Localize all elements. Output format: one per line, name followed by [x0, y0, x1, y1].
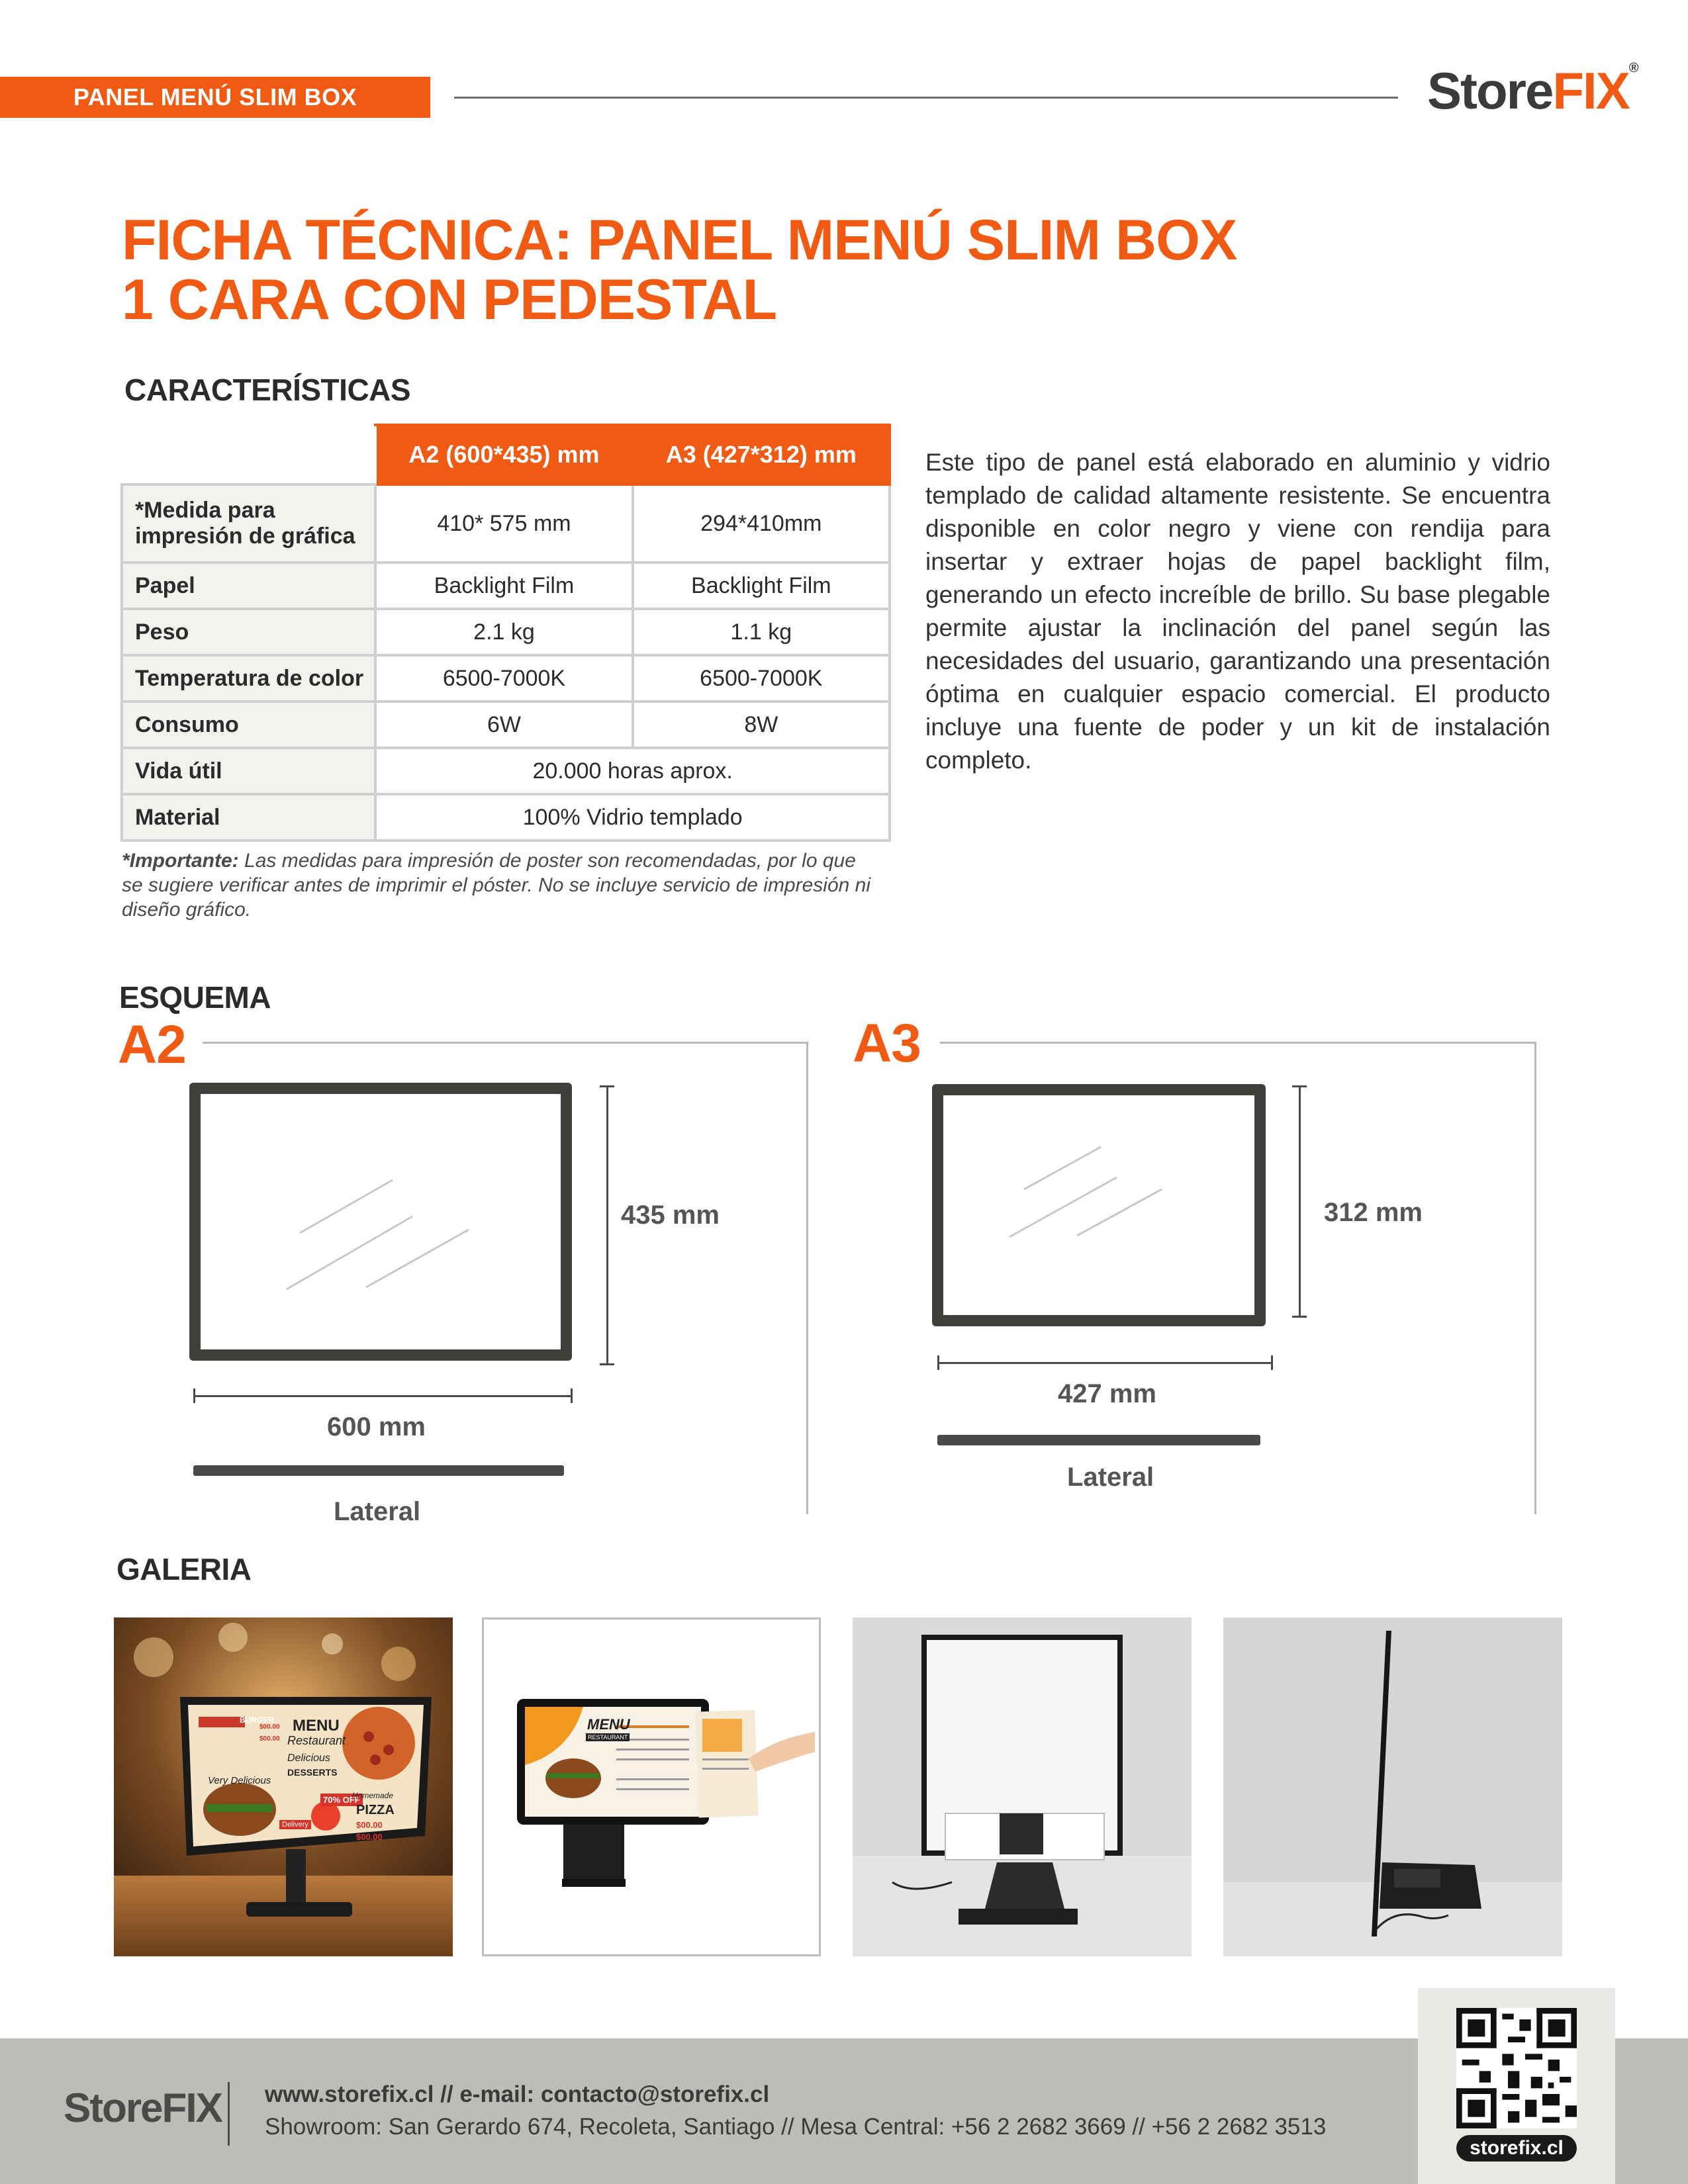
schema-a2-rule-vertical [806, 1042, 808, 1514]
menu-delivery-text: Delivery [279, 1820, 311, 1829]
note-bold: *Importante: [122, 850, 239, 872]
schema-a3-rule [940, 1042, 1536, 1044]
a2-width-tick-right [571, 1388, 573, 1403]
table-row [122, 748, 890, 794]
qr-label[interactable]: storefix.cl [1456, 2135, 1577, 2161]
a2-lateral-bar [193, 1465, 564, 1476]
gallery-image-back [853, 1617, 1192, 1956]
row-label: Temperatura de color [122, 655, 375, 702]
row-label: Consumo [122, 702, 375, 748]
a3-height-line [1299, 1085, 1301, 1317]
a3-width-label: 427 mm [1058, 1379, 1156, 1408]
column-a2: A2 (600*435) mm [375, 425, 632, 484]
panel-insert-photo-icon [484, 1619, 819, 1954]
menu-price-1: $00.00 [259, 1723, 280, 1731]
footer-divider [228, 2082, 230, 2146]
gallery-heading: GALERIA [117, 1552, 252, 1586]
schema-a3-rule-vertical [1534, 1042, 1536, 1514]
menu-desserts-text: DESSERTS [287, 1767, 338, 1778]
header-tag: PANEL MENÚ SLIM BOX [0, 77, 430, 118]
row-label: Vida útil [122, 748, 375, 794]
footer-logo [64, 2085, 222, 2132]
gallery-image-insert [482, 1617, 821, 1956]
a2-width-label: 600 mm [327, 1412, 426, 1441]
cell-a3: 1.1 kg [633, 609, 890, 655]
logo-registered: ® [1628, 61, 1639, 75]
menu-price-2: $00.00 [259, 1735, 280, 1743]
footer-address: Showroom: San Gerardo 674, Recoleta, Santiago // Mesa Central: +56 2 2682 3669 // +56 2 2682 3513 [265, 2114, 1327, 2140]
restaurant-photo-icon [114, 1617, 453, 1956]
table-row [122, 609, 890, 655]
a3-width-tick-left [937, 1355, 939, 1370]
menu-delicious-text: Delicious [287, 1752, 330, 1764]
important-note [122, 848, 876, 922]
glass-reflection-icon [943, 1095, 1254, 1315]
panel-side-photo-icon [1223, 1617, 1562, 1956]
menu-title-text: MENU [293, 1717, 340, 1735]
menu-burger-text: BURGER [240, 1715, 275, 1725]
features-heading: CARACTERÍSTICAS [124, 373, 411, 407]
qr-code-icon[interactable] [1456, 2008, 1577, 2128]
schema-a2-label: A2 [118, 1015, 186, 1075]
a2-height-tick-bottom [600, 1363, 614, 1365]
cell-merged: 100% Vidrio templado [375, 794, 890, 841]
gallery-image-restaurant [114, 1617, 453, 1956]
a3-width-tick-right [1271, 1355, 1273, 1370]
menu-price-3: $00.00 [356, 1820, 383, 1830]
schema-heading: ESQUEMA [119, 980, 271, 1015]
table-row [122, 484, 890, 563]
a3-lateral-bar [937, 1435, 1260, 1445]
cell-a2: 410* 575 mm [375, 484, 632, 563]
row-label: *Medida para impresión de gráfica [122, 484, 375, 563]
cell-a3: 8W [633, 702, 890, 748]
column-a3: A3 (427*312) mm [633, 425, 890, 484]
qr-box [1418, 1988, 1615, 2184]
footer-logo-store: Store [64, 2085, 162, 2131]
a3-height-label: 312 mm [1324, 1198, 1423, 1227]
cell-a2: 2.1 kg [375, 609, 632, 655]
title-line-1: FICHA TÉCNICA: PANEL MENÚ SLIM BOX [122, 208, 1237, 272]
insert-menu-title: MENU [587, 1716, 630, 1733]
logo-store-text: Store [1427, 62, 1553, 120]
a2-height-label: 435 mm [621, 1201, 720, 1230]
logo-fix-text: FIX [1552, 62, 1629, 120]
table-row [122, 702, 890, 748]
table-row [122, 655, 890, 702]
panel-back-photo-icon [853, 1617, 1192, 1956]
note-text: Las medidas para impresión de poster son recomendadas, por lo que se sugiere verificar antes de imprimir el póster. No se incluye servicio de impresión ni diseño gráfico. [122, 850, 871, 921]
gallery-image-side [1223, 1617, 1562, 1956]
a3-panel-frame [932, 1084, 1266, 1326]
a2-lateral-label: Lateral [334, 1497, 421, 1526]
menu-restaurant-text: Restaurant [287, 1734, 346, 1747]
a2-width-line [193, 1395, 572, 1397]
table-row [122, 794, 890, 841]
cell-merged: 20.000 horas aprox. [375, 748, 890, 794]
row-label: Peso [122, 609, 375, 655]
title-line-2: 1 CARA CON PEDESTAL [122, 268, 777, 332]
row-label: Material [122, 794, 375, 841]
a3-lateral-label: Lateral [1067, 1463, 1154, 1492]
footer-links[interactable]: www.storefix.cl // e-mail: contacto@storefix.cl [265, 2081, 770, 2107]
menu-price-4: $00.00 [356, 1832, 383, 1842]
product-description: Este tipo de panel está elaborado en aluminio y vidrio templado de calidad altamente resistente. Se encuentra disponible en color negro y viene con rendija para insertar y extraer hojas de papel backlight film, generando un efecto increíble de brillo. Su base plegable permite ajustar la inclinación del panel según las necesidades del usuario, garantizando una presentación óptima en cualquier espacio comercial. El producto incluye una fuente de poder y un kit de instalación completo. [925, 449, 1550, 774]
a3-width-line [937, 1362, 1272, 1364]
a2-panel-frame [189, 1083, 572, 1361]
cell-a2: 6500-7000K [375, 655, 632, 702]
cell-a3: 294*410mm [633, 484, 890, 563]
row-label: Papel [122, 563, 375, 609]
schema-a2-rule [203, 1042, 808, 1044]
table-row [122, 563, 890, 609]
a2-height-tick-top [600, 1085, 614, 1087]
a2-height-line [606, 1085, 608, 1365]
cell-a3: 6500-7000K [633, 655, 890, 702]
page-title [122, 210, 1380, 330]
a3-height-tick-bottom [1292, 1316, 1307, 1318]
schema-a3-label: A3 [853, 1013, 921, 1073]
cell-a2: Backlight Film [375, 563, 632, 609]
storefix-logo [1427, 61, 1638, 121]
a3-height-tick-top [1292, 1085, 1307, 1087]
a2-width-tick-left [193, 1388, 195, 1403]
glass-reflection-icon [201, 1094, 561, 1349]
insert-menu-sub: RESTAURANT [586, 1733, 630, 1741]
menu-off-badge: 70% OFF [320, 1794, 363, 1806]
table-corner [122, 425, 375, 484]
menu-pizza-text: PIZZA [356, 1803, 395, 1817]
features-table [120, 424, 891, 842]
footer-logo-fix: FIX [162, 2085, 222, 2131]
menu-very-delicious-text: Very Delicious [208, 1775, 271, 1786]
cell-a2: 6W [375, 702, 632, 748]
cell-a3: Backlight Film [633, 563, 890, 609]
header-rule [454, 97, 1398, 99]
menu-homemade-text: Homemade [352, 1791, 394, 1800]
